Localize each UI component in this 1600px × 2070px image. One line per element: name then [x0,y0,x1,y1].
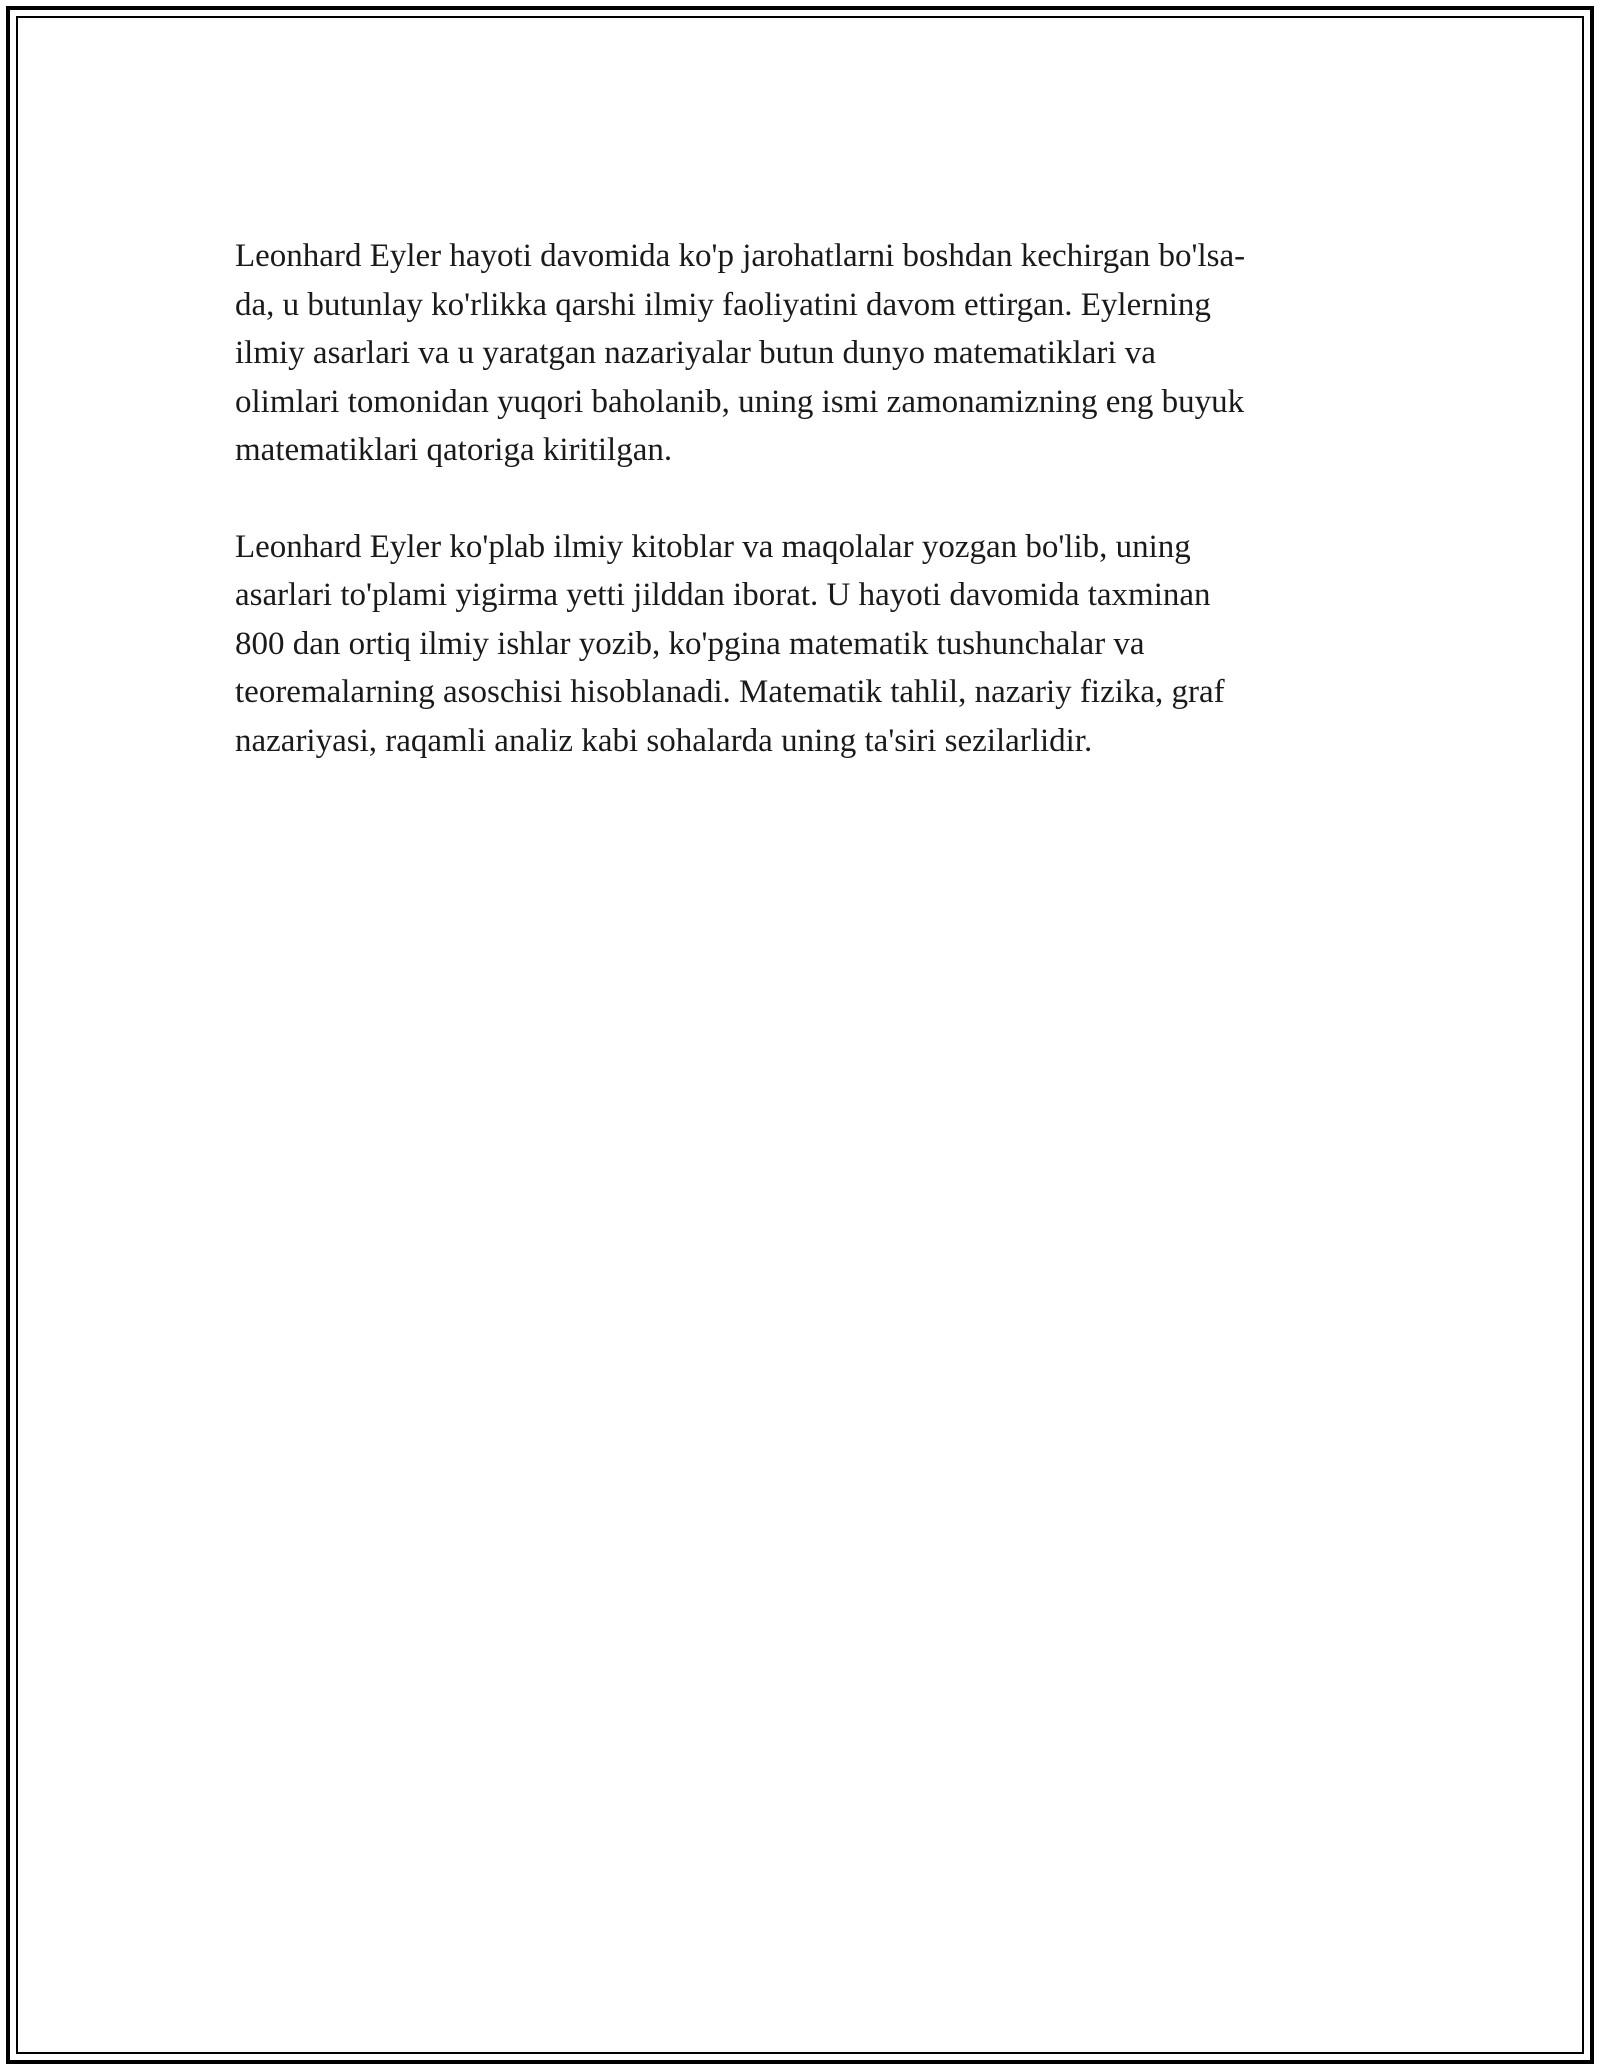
paragraph-1: Leonhard Eyler hayoti davomida ko'p jarohatlarni boshdan kechirgan bo'lsa- da, u butunlay ko'rlikka qarshi ilmiy faoliyatini davom ettirgan. Eylerning ilmiy asarlari va u yaratgan nazariyalar butun dunyo matematiklari va olimlari tomonidan yuqori baholanib, uning ismi zamonamizning eng buyuk matematiklari qatoriga kiritilgan. [235,238,1246,468]
paragraph-2: Leonhard Eyler ko'plab ilmiy kitoblar va maqolalar yozgan bo'lib, uning asarlari to'plami yigirma yetti jilddan iborat. U hayoti davomida taxminan 800 dan ortiq ilmiy ishlar yozib, ko'pgina matematik tushunchalar va teoremalarning asoschisi hisoblanadi. Matematik tahlil, nazariy fizika, graf nazariyasi, raqamli analiz kabi sohalarda uning ta'siri sezilarlidir. [235,528,1225,759]
document-body [235,232,1365,813]
